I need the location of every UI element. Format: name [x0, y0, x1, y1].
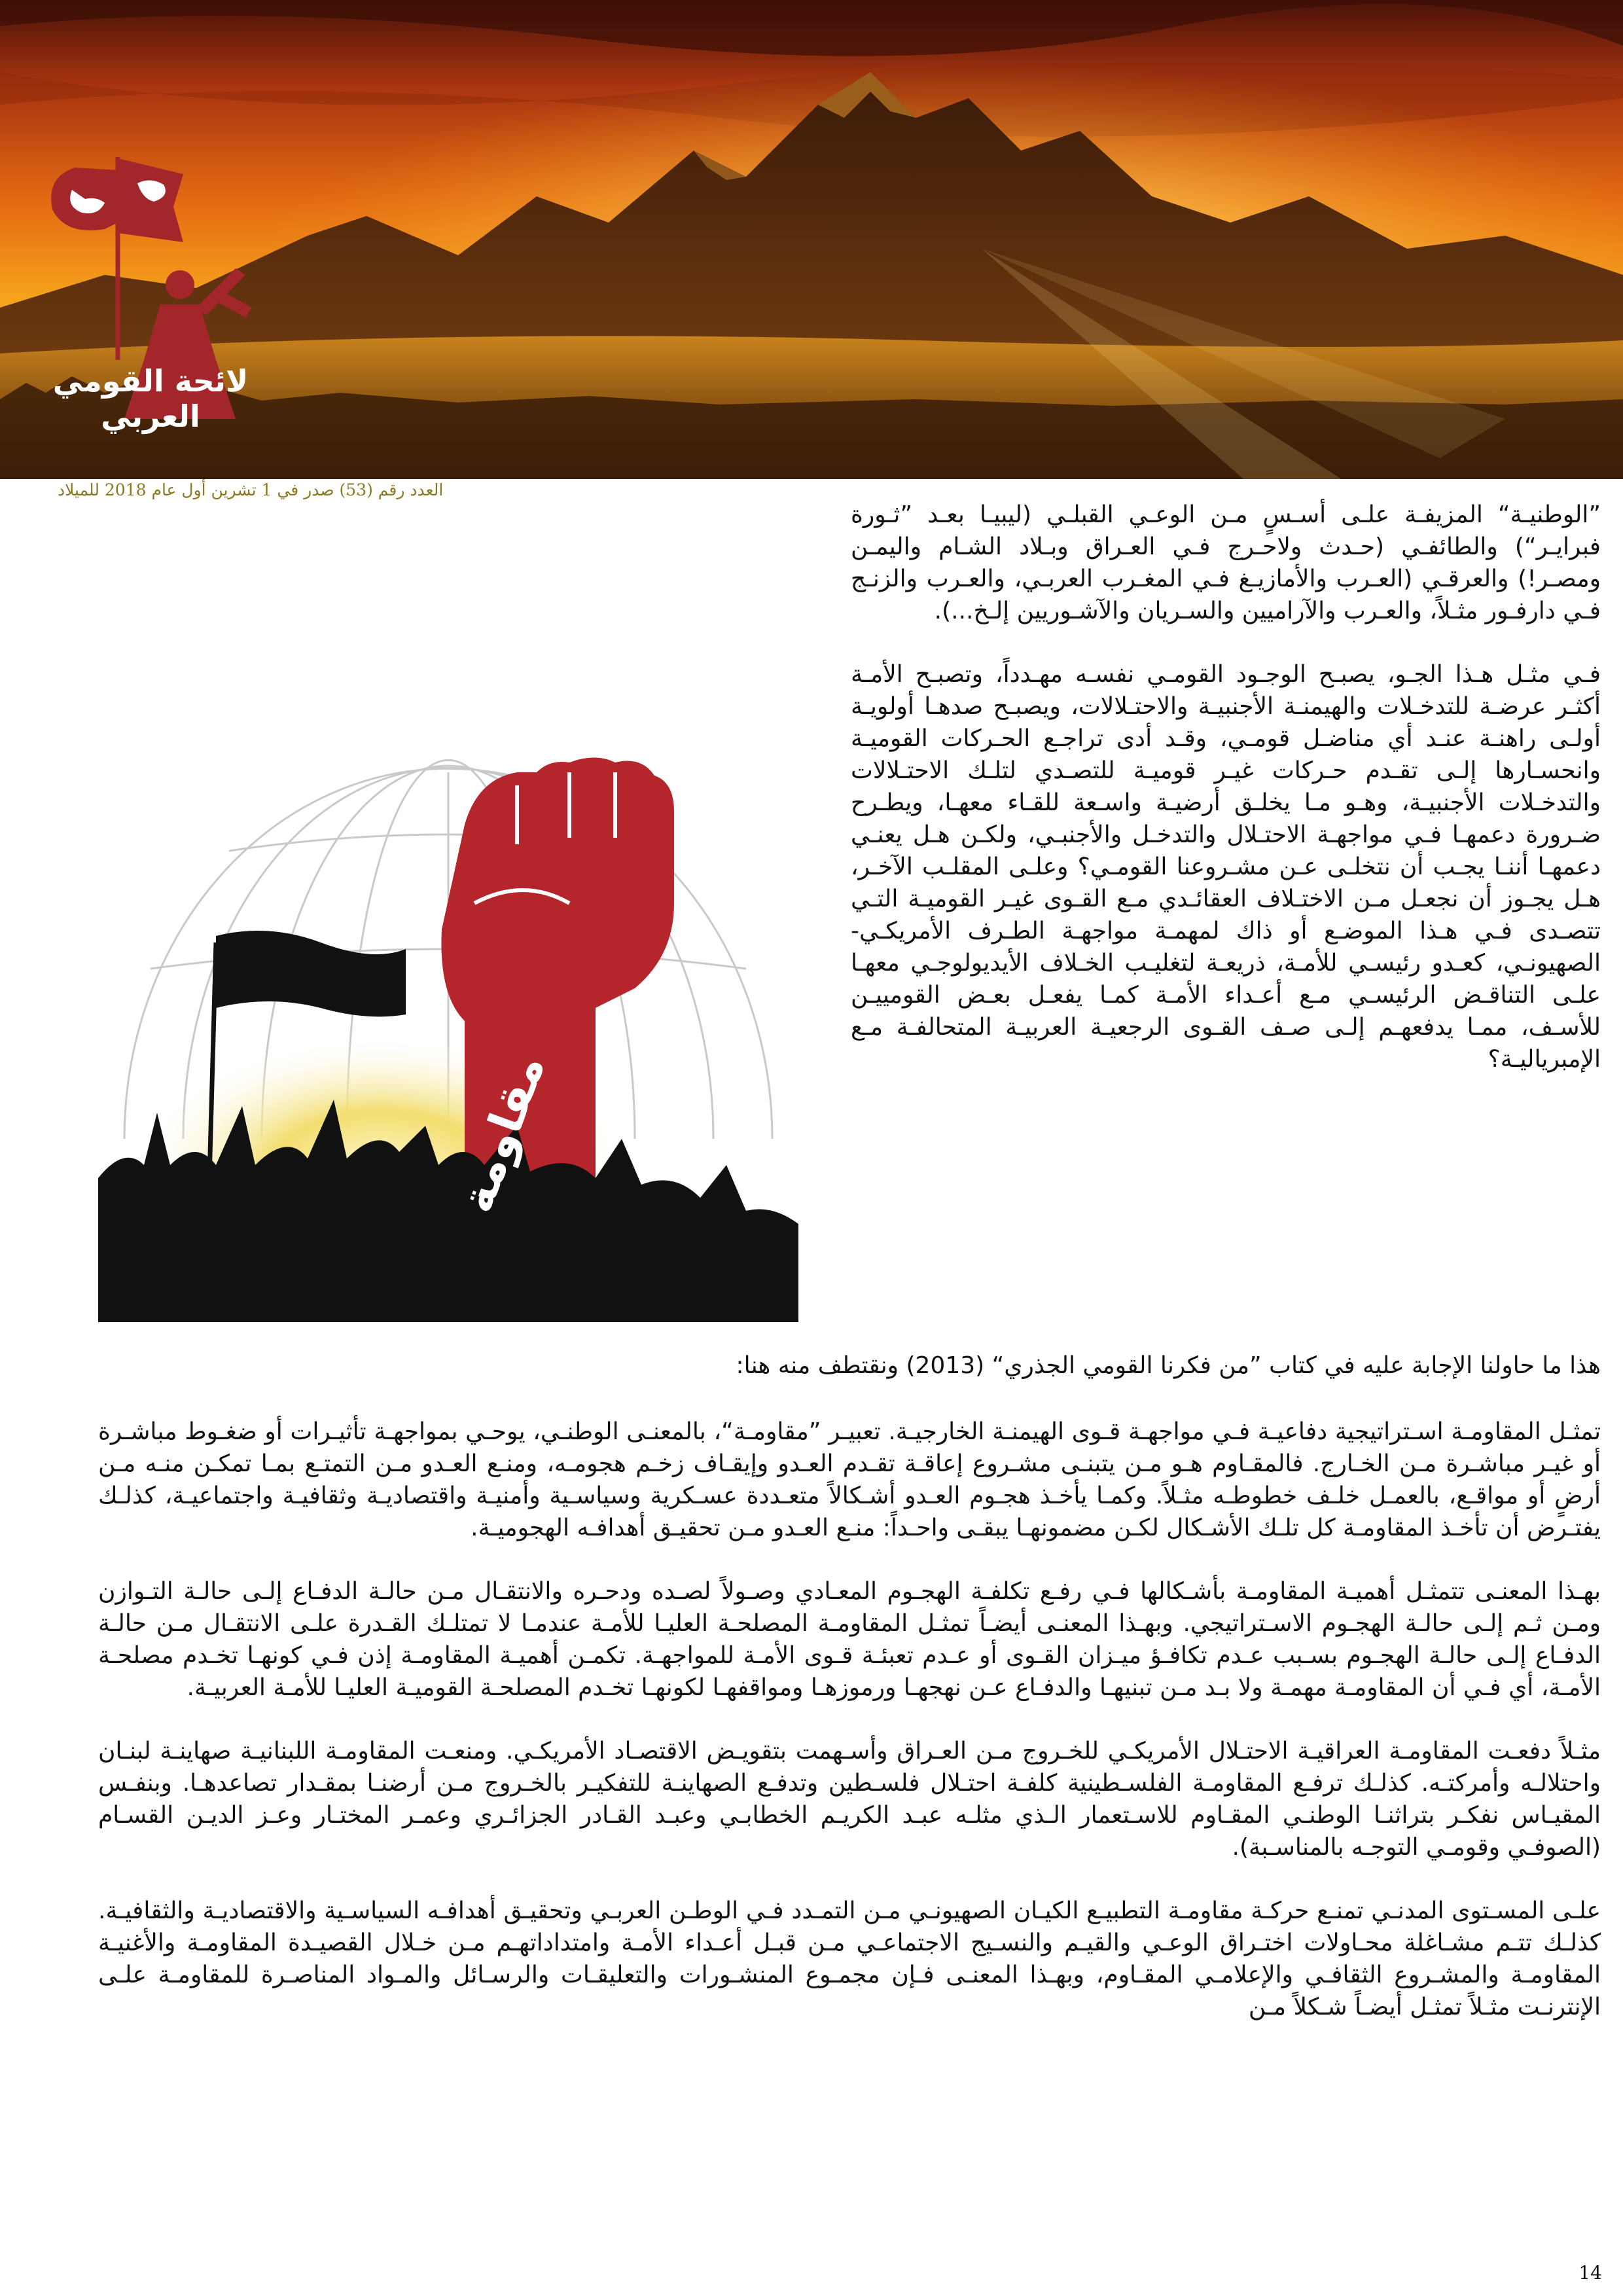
- issue-info: العدد رقم (53) صدر في 1 تشرين أول عام 2018 للميلاد: [58, 480, 444, 499]
- body-paragraph: بهـذا المعنـى تتمثـل أهميـة المقاومـة بأشـكالها فـي رفـع تكلفـة الهجـوم المعـادي وصـولاً لصـده ودحـره والانتقـال مـن حالـة الدفـاع إلـى حالـة التـوازن ومـن ثـم إلـى حالـة الهجـوم الاسـتراتيجي. وبهـذا المعنـى أيضـاً تمثـل المقاومـة المصلحـة العليـا للأمـة عندمـا لا تمتلـك القـدرة علـى الانتقـال مـن حالـة الدفـاع إلـى حالـة الهجـوم بسـبب عـدم تكافـؤ ميـزان القـوى أو عـدم تعبئـة قـوى الأمـة للمواجهـة. تكمـن أهميـة المقاومـة إذن فـي كونهـا تخـدم مصلحـة الأمـة، أي فـي أن المقاومـة مهمـة ولا بـد مـن تبنيهـا والدفـاع عـن نهجهـا ورموزهـا ومواقفهـا لكونهـا تخـدم المصلحـة القوميـة العليـا للأمـة العربيـة.: [98, 1578, 1601, 1701]
- page-number: 14: [1578, 2262, 1602, 2284]
- logo-text: لائحة القومي العربي: [52, 363, 249, 434]
- body-paragraph: تمثـل المقاومـة اسـتراتيجية دفاعيـة فـي مواجهـة قـوى الهيمنـة الخارجيـة. تعبيـر ”مقاومـة“، بالمعنـى الوطنـي، يوحـي بمواجهـة تأثيـرات أو ضغـوط مباشـرة أو غيـر مباشـرة مـن الخـارج. فالمقـاوم هـو مـن يتبنـى مشـروع إعاقـة تقـدم العـدو وإيقـاف زخـم هجومـه، ومنـع العـدو مـن التمتـع بمـا تمكـن منـه مـن أرضٍ أو مواقـع، بالعمـل خلـف خطوطـه مثـلاً. وكمـا يأخـذ هجـوم العـدو أشـكالاً متعـددة عسـكرية وسياسـية وأمنيـة واقتصاديـة وثقافيـة واجتماعيـة، كذلـك يفتـرض أن تأخـذ المقاومـة كل تلـك الأشـكال لكـن مضمونهـا يبقـى واحـداً: منـع العـدو مـن تحقيـق أهدافـه الهجوميـة.: [98, 1418, 1601, 1541]
- article-body: [98, 1350, 1601, 2023]
- body-paragraph: مثـلاً دفعـت المقاومـة العراقيـة الاحتـلال الأمريكـي للخـروج مـن العـراق وأسـهمت بتقويـض الاقتصـاد الأمريكـي. ومنعـت المقاومـة اللبنانيـة صهاينـة لبنـان واحتلالـه وأمركتـه. كذلـك ترفـع المقاومـة الفلسـطينية كلفـة احتـلال فلسـطين وتدفـع الصهاينـة للتفكيـر بالخـروج مـن أرضنـا بمقـدار تصاعدهـا. وبنفـس المقيـاس نفكـر بتراثنـا الوطنـي المقـاوم للاسـتعمار الـذي مثلـه عبـد الكريـم الخطابـي وعبـد القـادر الجزائـري وعمـر المختـار وعـز الديـن القسـام (الصوفـي وقومـي التوجـه بالمناسـبة).: [98, 1738, 1601, 1861]
- body-paragraph: علـى المسـتوى المدنـي تمنـع حركـة مقاومـة التطبيـع الكيـان الصهيونـي مـن التمـدد فـي الوطـن العربـي وتحقيـق أهدافـه السياسـية والاقتصاديـة والثقافيـة. كذلـك تتـم مشـاغلة محـاولات اختـراق الوعـي والقيـم والنسـيج الاجتماعـي مـن قبـل أعـداء الأمـة وامتداداتهـم مـن خـلال القصيـدة المقاومـة والأغنيـة المقاومـة والمشـروع الثقافـي والإعلامـي المقـاوم، وبهـذا المعنـى فـإن مجمـوع المنشـورات والتعليقـات والرسـائل والمـواد المناصـرة للمقاومـة علـى الإنترنـت مثـلاً تمثـل أيضـاً شـكلاً مـن: [98, 1897, 1601, 2020]
- intro-line: هذا ما حاولنا الإجابة عليه في كتاب ”من فكرنا القومي الجذري“ (2013) ونقتطف منه هنا:: [736, 1352, 1601, 1379]
- banner-word: مقاومة: [449, 1047, 556, 1219]
- column-paragraph: ”الوطنيـة“ المزيفـة علـى أسـسٍ مـن الوعـي القبلـي (ليبيـا بعـد ”ثـورة فبرايـر“) والطائفـي (حـدث ولاحـرج فـي العـراق وبـلاد الشـام واليمـن ومصـر!) والعرقـي (العـرب والأمازيـغ فـي المغـرب العربـي، والعـرب والزنـج فـي دارفـور مثـلاً، والعـرب والآراميين والسـريان والآشـوريين إلـخ...).: [851, 501, 1601, 624]
- article-column: [851, 499, 1601, 1075]
- resistance-illustration: [98, 537, 798, 1322]
- header-banner: [0, 0, 1623, 479]
- column-paragraph: فـي مثـل هـذا الجـو، يصبـح الوجـود القومـي نفسـه مهـدداً، وتصبـح الأمـة أكثـر عرضـة للتدخـلات والهيمنـة الأجنبيـة والاحتـلالات، ويصبـح صدهـا أولويـة أولـى راهنـة عنـد أي مناضـل قومـي، وقـد أدى تراجـع الحـركات القوميـة وانحسـارها إلـى تقـدم حـركات غيـر قوميـة للتصـدي لتلـك الاحتـلالات والتدخـلات الأجنبيـة، وهـو مـا يخلـق أرضيـة واسـعة للقـاء معهـا، ويطـرح ضـرورة دعمهـا فـي مواجهـة الاحتـلال والتدخـل والأجنبـي، ولكـن هـل يعنـي دعمهـا أننـا يجـب أن نتخلـى عـن مشـروعنا القومـي؟ وعلـى المقلـب الآخـر، هـل يجـوز أن نجعـل مـن الاختـلاف العقائـدي مـع القـوى غيـر القوميـة التـي تتصـدى فـي هـذا الموضـع أو ذاك لمهمـة مواجهـة الطـرف الأمريكـي-الصهيونـي، كعـدو رئيسـي للأمـة، ذريعـة لتغليـب الخـلاف الأيديولوجـي معهـا علـى التناقـض الرئيسـي مـع أعـداء الأمـة كمـا يفعـل بعـض القومييـن للأسـف، ممـا يدفعهـم إلـى صـف القـوى الرجعيـة العربيـة المتحالفـة مـع الإمبرياليـة؟: [851, 661, 1601, 1073]
